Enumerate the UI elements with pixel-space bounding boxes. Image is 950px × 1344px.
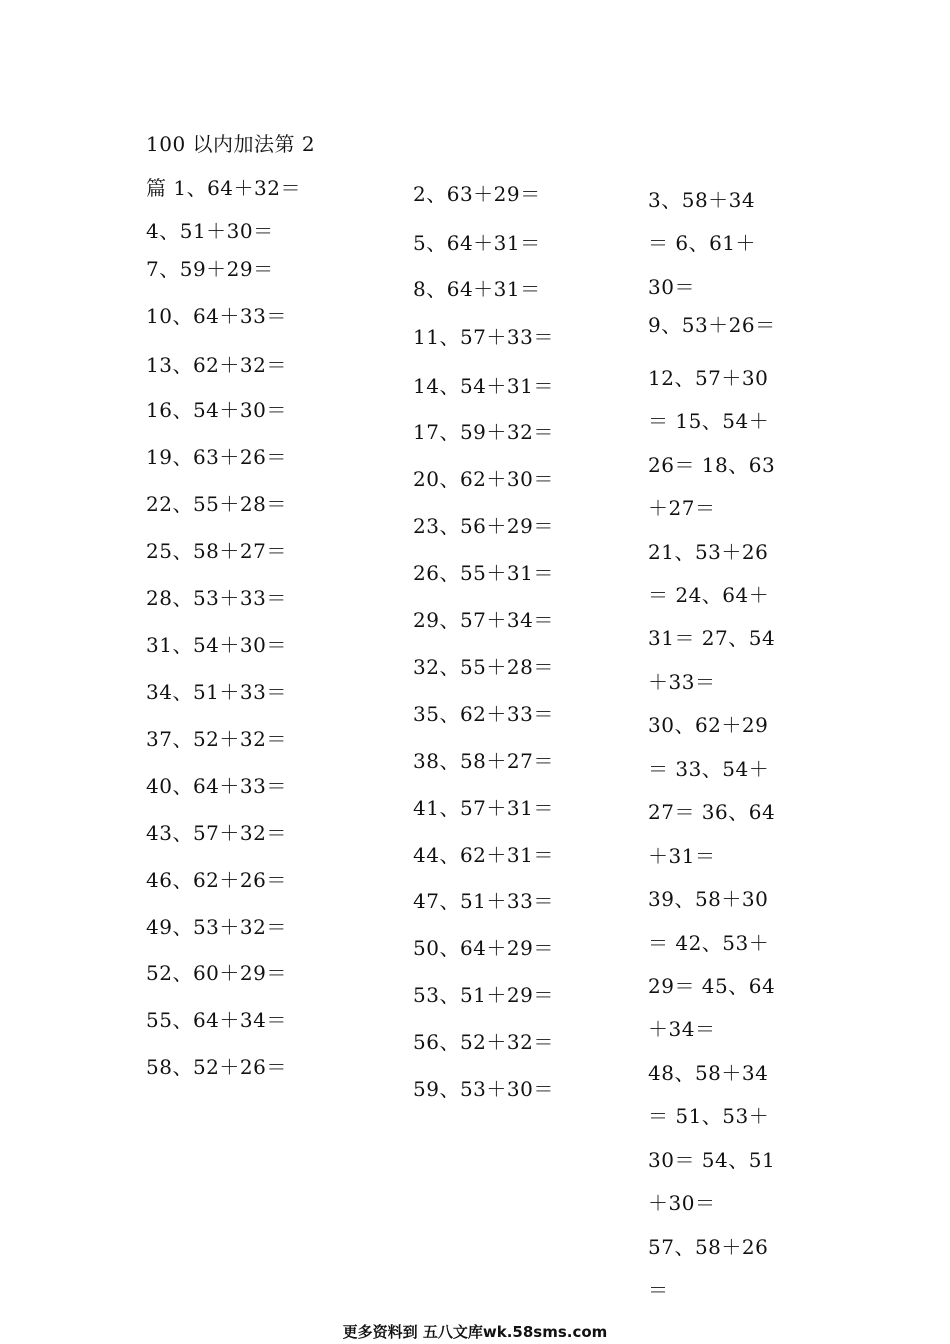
problem-line: 14、54＋31＝	[413, 374, 554, 398]
problem-line: ＝ 42、53＋	[648, 931, 770, 955]
problem-line: 29、57＋34＝	[413, 608, 554, 632]
problem-line: 48、58＋34	[648, 1061, 769, 1085]
problem-line: 22、55＋28＝	[146, 492, 287, 516]
problem-line: 52、60＋29＝	[146, 961, 287, 985]
problem-line: 26、55＋31＝	[413, 561, 554, 585]
problem-line: 30、62＋29	[648, 713, 769, 737]
problem-line: 30＝	[648, 275, 695, 299]
problem-line: 5、64＋31＝	[413, 231, 541, 255]
problem-line: 37、52＋32＝	[146, 727, 287, 751]
problem-line: 30＝ 54、51	[648, 1148, 776, 1172]
problem-line: 23、56＋29＝	[413, 514, 554, 538]
problem-line: 41、57＋31＝	[413, 796, 554, 820]
problem-line: 29＝ 45、64	[648, 974, 776, 998]
problem-line: ＋30＝	[648, 1191, 716, 1215]
problem-line: 19、63＋26＝	[146, 445, 287, 469]
problem-line: ＝ 51、53＋	[648, 1104, 770, 1128]
problem-line: 28、53＋33＝	[146, 586, 287, 610]
problem-line: 47、51＋33＝	[413, 889, 554, 913]
problem-line: ＋33＝	[648, 670, 716, 694]
problem-line: 56、52＋32＝	[413, 1030, 554, 1054]
problem-line: 53、51＋29＝	[413, 983, 554, 1007]
problem-line: 10、64＋33＝	[146, 304, 287, 328]
problem-line: ＝ 15、54＋	[648, 409, 770, 433]
footer-watermark-text: 更多资料到 五八文库wk.58sms.com	[342, 1323, 608, 1341]
problem-line: 35、62＋33＝	[413, 702, 554, 726]
problem-line: ＋31＝	[648, 844, 716, 868]
problem-line: 26＝ 18、63	[648, 453, 776, 477]
problem-line: ＋27＝	[648, 496, 716, 520]
problem-line: 50、64＋29＝	[413, 936, 554, 960]
problem-line: 38、58＋27＝	[413, 749, 554, 773]
problem-line: 49、53＋32＝	[146, 915, 287, 939]
problem-line: 17、59＋32＝	[413, 420, 554, 444]
problem-line: ＝ 24、64＋	[648, 583, 770, 607]
problem-line: 55、64＋34＝	[146, 1008, 287, 1032]
problem-line: 11、57＋33＝	[413, 325, 554, 349]
problem-line: 篇 1、64＋32＝	[146, 176, 301, 200]
problem-line: 34、51＋33＝	[146, 680, 287, 704]
problem-line: 9、53＋26＝	[648, 313, 776, 337]
problem-line: 7、59＋29＝	[146, 257, 274, 281]
problem-line: 12、57＋30	[648, 366, 769, 390]
problem-line: 4、51＋30＝	[146, 219, 274, 243]
problem-line: ＝	[648, 1278, 669, 1302]
problem-line: 8、64＋31＝	[413, 277, 541, 301]
problem-line: 58、52＋26＝	[146, 1055, 287, 1079]
problem-line: 57、58＋26	[648, 1235, 769, 1259]
problem-line: 40、64＋33＝	[146, 774, 287, 798]
problem-line: 2、63＋29＝	[413, 182, 541, 206]
problem-line: 20、62＋30＝	[413, 467, 554, 491]
problem-line: 31＝ 27、54	[648, 626, 776, 650]
problem-line: 39、58＋30	[648, 887, 769, 911]
problem-line: 44、62＋31＝	[413, 843, 554, 867]
problem-line: 3、58＋34	[648, 188, 756, 212]
problem-line: 27＝ 36、64	[648, 800, 776, 824]
problem-line: ＝ 6、61＋	[648, 231, 757, 255]
problem-line: 46、62＋26＝	[146, 868, 287, 892]
problem-line: 59、53＋30＝	[413, 1077, 554, 1101]
problem-line: 13、62＋32＝	[146, 353, 287, 377]
problem-line: ＋34＝	[648, 1017, 716, 1041]
problem-line: 16、54＋30＝	[146, 398, 287, 422]
problem-line: 32、55＋28＝	[413, 655, 554, 679]
worksheet-title: 100 以内加法第 2	[146, 132, 316, 156]
problem-line: 21、53＋26	[648, 540, 769, 564]
problem-line: ＝ 33、54＋	[648, 757, 770, 781]
problem-line: 31、54＋30＝	[146, 633, 287, 657]
problem-line: 25、58＋27＝	[146, 539, 287, 563]
problem-line: 43、57＋32＝	[146, 821, 287, 845]
